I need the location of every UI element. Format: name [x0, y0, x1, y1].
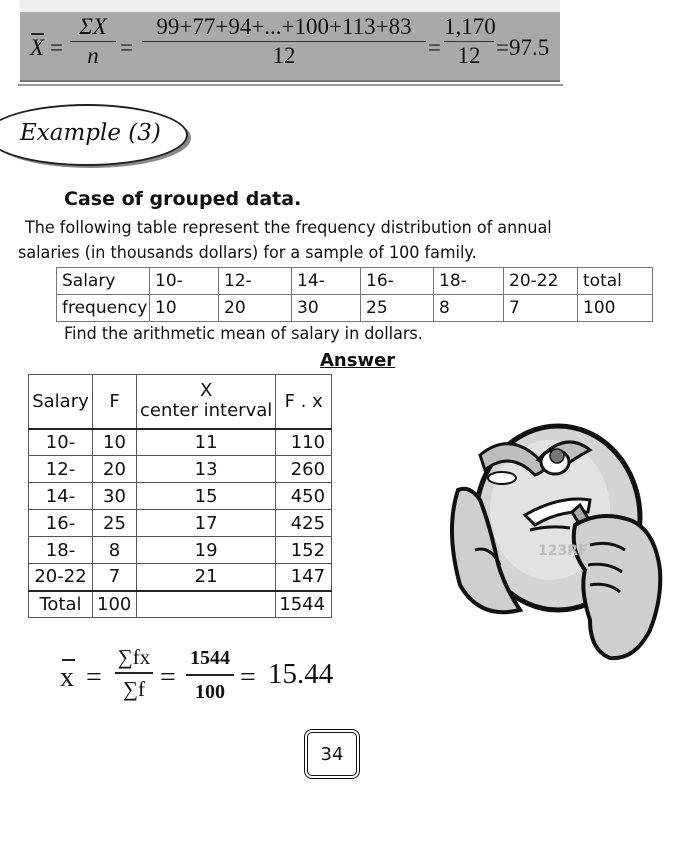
formula-fraction-sum-over-n: [70, 14, 116, 69]
table-cell: frequency: [57, 295, 150, 322]
header-salary: Salary: [29, 375, 93, 429]
table-row: [29, 537, 332, 564]
header-x-label: X: [199, 380, 213, 402]
table-cell: 12-: [219, 268, 292, 295]
cell-total-label: Total: [29, 591, 93, 618]
formula-fraction-values: [142, 14, 426, 69]
table-cell: 20-22: [504, 268, 578, 295]
fraction-denominator: 100: [195, 681, 225, 703]
example-label: Example (3): [20, 120, 161, 146]
table-header-row: [29, 375, 332, 429]
formula-fraction-total: [444, 14, 494, 69]
table-cell: 14-: [292, 268, 361, 295]
cell-total-fx: 1544: [276, 591, 332, 618]
answer-calculation-table: [28, 374, 332, 618]
result-xbar: x: [60, 662, 74, 693]
table-row: [29, 429, 332, 456]
cell-f: 30: [93, 483, 137, 510]
page-number-text: 34: [320, 743, 344, 765]
cell-salary: 10-: [29, 429, 93, 456]
table-row: [29, 510, 332, 537]
formula-equals: =: [50, 35, 63, 60]
result-value: 15.44: [268, 658, 334, 690]
fraction-bar: [115, 672, 153, 674]
cell-fx: 152: [276, 537, 332, 564]
table-cell: total: [578, 268, 653, 295]
cell-f: 20: [93, 456, 137, 483]
fraction-denominator: 12: [457, 43, 481, 68]
table-row: [29, 456, 332, 483]
table-cell: 8: [434, 295, 504, 322]
cell-total-x: [137, 591, 276, 618]
table-cell: 16-: [361, 268, 434, 295]
result-equals: =: [160, 662, 176, 693]
watermark-text: 123RF: [538, 543, 588, 559]
table-row: [29, 483, 332, 510]
header-fx: F . x: [276, 375, 332, 429]
table-row: [29, 564, 332, 591]
cell-x: 21: [137, 564, 276, 591]
cell-f: 7: [93, 564, 137, 591]
result-equals: =: [86, 662, 102, 693]
header-x-sublabel: center interval: [140, 400, 273, 422]
fraction-bar: [186, 674, 234, 676]
top-strip: [0, 0, 680, 12]
result-equals: =: [240, 662, 256, 693]
table-cell: 10: [150, 295, 219, 322]
fraction-denominator: ∑f: [123, 677, 145, 701]
cell-fx: 147: [276, 564, 332, 591]
header-center-interval: [137, 375, 276, 429]
table-row-frequency: [57, 295, 653, 322]
paragraph-line-1: The following table represent the frequency distribution of annual: [25, 218, 552, 238]
formula-underline: [18, 84, 563, 86]
page-number: [304, 729, 360, 779]
formula-xbar: X: [30, 35, 45, 60]
fraction-numerator: 99+77+94+...+100+113+83: [156, 14, 412, 39]
table-cell: 7: [504, 295, 578, 322]
fraction-bar: [444, 41, 494, 42]
result-fraction-numeric: [186, 646, 234, 704]
answer-heading: Answer: [320, 350, 396, 371]
table-row-salary: [57, 268, 653, 295]
fraction-numerator: ∑fx: [117, 645, 151, 669]
table-cell: 100: [578, 295, 653, 322]
cell-fx: 450: [276, 483, 332, 510]
formula-result: =97.5: [496, 35, 550, 60]
cell-x: 19: [137, 537, 276, 564]
cell-salary: 20-22: [29, 564, 93, 591]
top-strip-shade: [20, 0, 560, 12]
cell-x: 15: [137, 483, 276, 510]
table-cell: Salary: [57, 268, 150, 295]
fraction-numerator: 1,170: [444, 14, 496, 39]
cell-salary: 18-: [29, 537, 93, 564]
cell-f: 8: [93, 537, 137, 564]
mean-formula-banner: [20, 12, 560, 82]
cell-salary: 14-: [29, 483, 93, 510]
fraction-denominator: n: [87, 43, 99, 68]
question-text: Find the arithmetic mean of salary in dollars.: [64, 324, 423, 344]
header-frequency: F: [93, 375, 137, 429]
fraction-bar: [142, 41, 426, 42]
cell-salary: 12-: [29, 456, 93, 483]
table-cell: 30: [292, 295, 361, 322]
section-title: Case of grouped data.: [64, 188, 302, 210]
thinking-cartoon-illustration: [440, 400, 670, 670]
cell-total-f: 100: [93, 591, 137, 618]
table-cell: 10-: [150, 268, 219, 295]
fraction-numerator: 1544: [190, 647, 230, 669]
result-fraction-symbolic: [115, 644, 153, 702]
table-cell: 25: [361, 295, 434, 322]
frequency-distribution-table: [56, 267, 653, 322]
cell-x: 17: [137, 510, 276, 537]
fraction-numerator: ΣX: [79, 14, 107, 39]
cell-x: 13: [137, 456, 276, 483]
fraction-bar: [70, 41, 116, 42]
cell-fx: 260: [276, 456, 332, 483]
paragraph-line-2: salaries (in thousands dollars) for a sample of 100 family.: [18, 243, 477, 263]
formula-equals: =: [428, 35, 441, 60]
cell-fx: 110: [276, 429, 332, 456]
table-total-row: [29, 591, 332, 618]
formula-equals: =: [120, 35, 133, 60]
table-cell: 18-: [434, 268, 504, 295]
cell-f: 10: [93, 429, 137, 456]
table-cell: 20: [219, 295, 292, 322]
fraction-denominator: 12: [272, 43, 296, 68]
cell-fx: 425: [276, 510, 332, 537]
cell-x: 11: [137, 429, 276, 456]
cell-salary: 16-: [29, 510, 93, 537]
cell-f: 25: [93, 510, 137, 537]
